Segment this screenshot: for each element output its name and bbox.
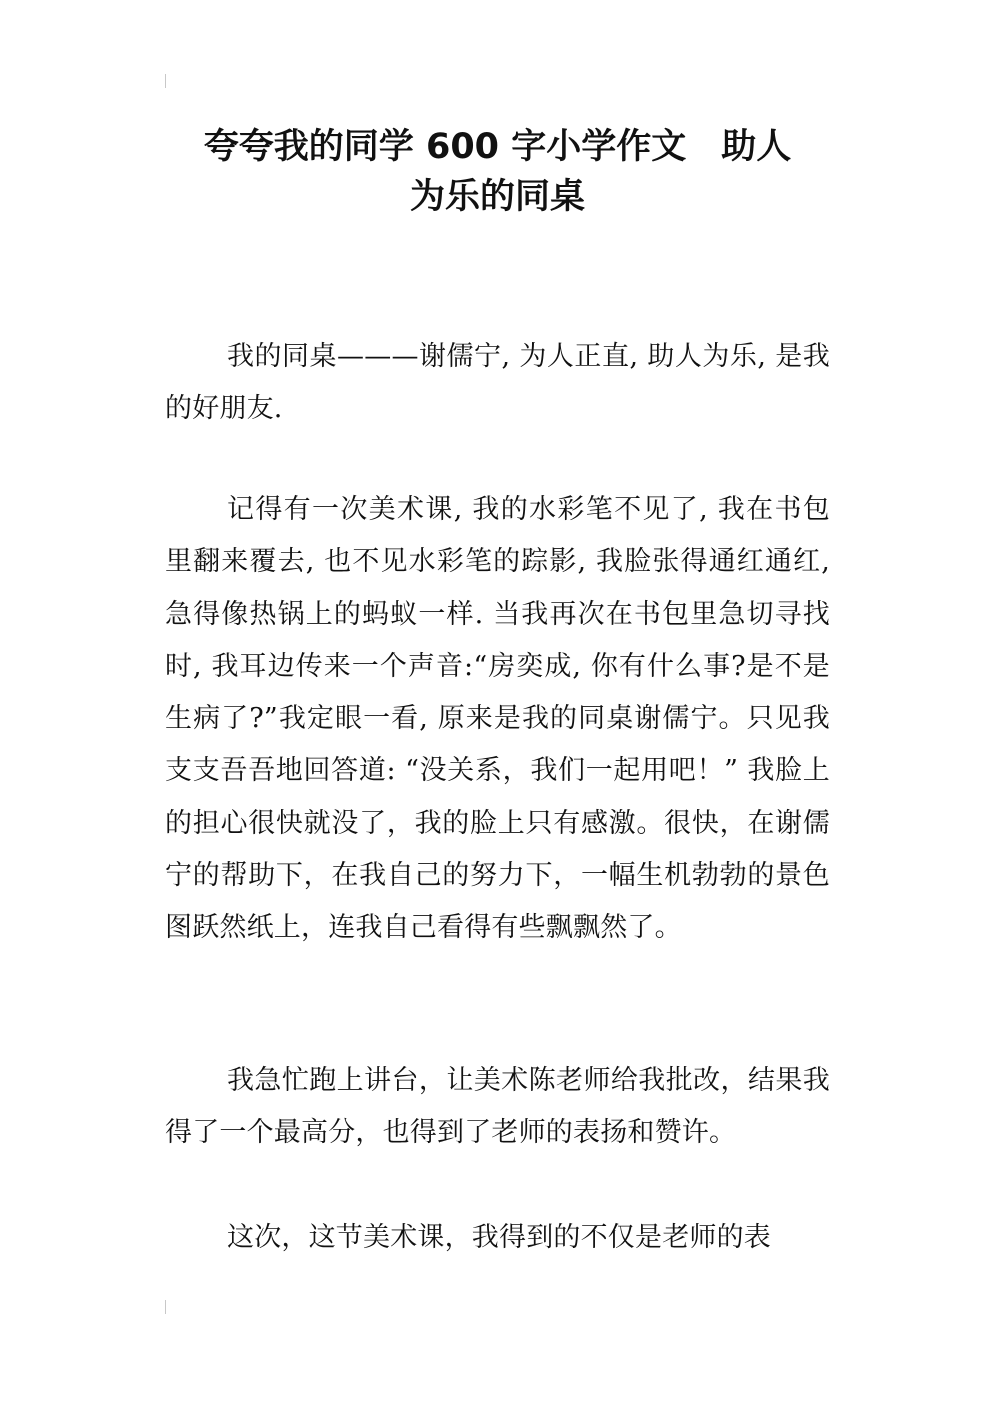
paragraph-2: 记得有一次美术课, 我的水彩笔不见了, 我在书包里翻来覆去, 也不见水彩笔的踪影, 我脸张得通红通红, 急得像热锅上的蚂蚁一样. 当我再次在书包里急切寻找时, 我耳边传来一个声音:“房奕成, 你有什么事?是不是生病了?”我定眼一看, 原来是我的同桌谢儒宁。只见我支支吾吾地回答道: “没关系，我们一起用吧！” 我脸上的担心很快就没了，我的脸上只有感激。很快，在谢儒宁的帮助下，在我自己的努力下，一幅生机勃勃的景色图跃然纸上，连我自己看得有些飘飘然了。	[165, 494, 830, 944]
document-title	[165, 122, 830, 222]
title-line-1: 夸夸我的同学 600 字小学作文 助人	[203, 127, 792, 167]
paragraph-3: 我急忙跑上讲台，让美术陈老师给我批改，结果我得了一个最高分，也得到了老师的表扬和赞许。	[165, 1065, 830, 1149]
title-line-2: 为乐的同桌	[409, 177, 585, 217]
page-corner-mark-top	[165, 74, 166, 88]
page-corner-mark-bottom	[165, 1300, 166, 1314]
paragraph-4: 这次，这节美术课，我得到的不仅是老师的表	[227, 1222, 771, 1253]
paragraph-1: 我的同桌———谢儒宁, 为人正直, 助人为乐, 是我的好朋友.	[165, 341, 830, 425]
